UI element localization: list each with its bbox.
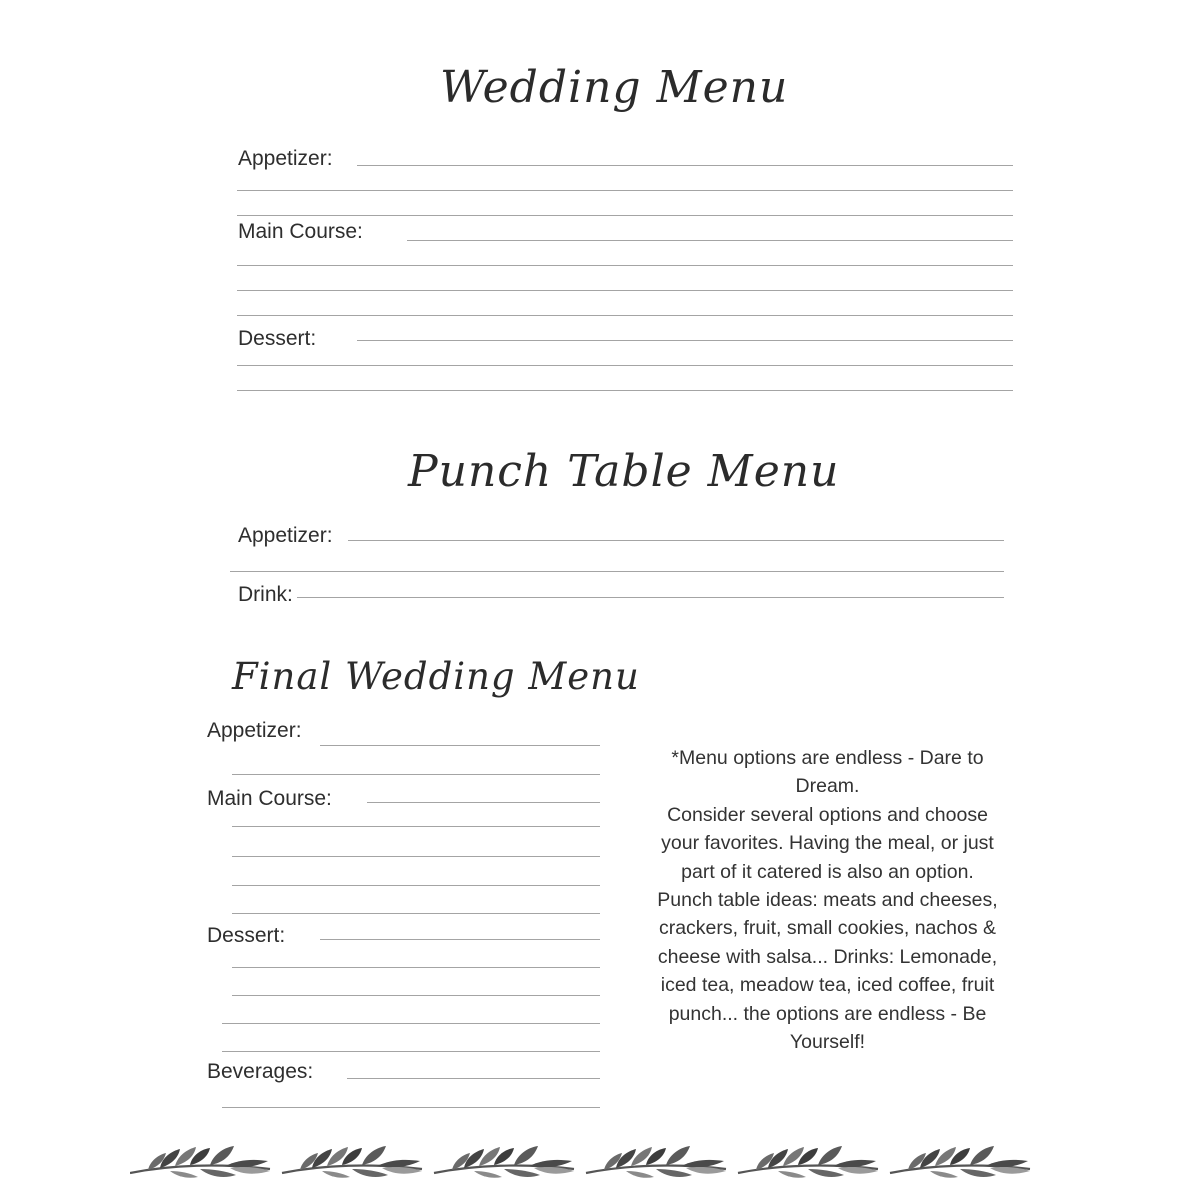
leaf-sprig-icon — [586, 1146, 726, 1178]
wedding-appetizer-line[interactable] — [237, 190, 1013, 191]
wedding-main-course-line[interactable] — [237, 290, 1013, 291]
wedding-main-course-label: Main Course: — [238, 220, 363, 243]
wedding-main-course-line[interactable] — [237, 265, 1013, 266]
leaf-sprig-icon — [434, 1146, 574, 1178]
leaf-border — [130, 1135, 1040, 1190]
punch-drink-label: Drink: — [238, 583, 293, 606]
wedding-main-course-line[interactable] — [407, 240, 1013, 241]
final-dessert-line[interactable] — [222, 1023, 600, 1024]
wedding-appetizer-line[interactable] — [237, 215, 1013, 216]
punch-appetizer-line[interactable] — [230, 571, 1004, 572]
wedding-appetizer-line[interactable] — [357, 165, 1013, 166]
final-beverages-line[interactable] — [222, 1107, 600, 1108]
wedding-main-course-line[interactable] — [237, 315, 1013, 316]
final-main-course-line[interactable] — [232, 885, 600, 886]
leaf-sprig-icon — [282, 1146, 422, 1178]
note-line-dare: *Menu options are endless - Dare to Dream. — [671, 747, 984, 798]
final-appetizer-line[interactable] — [320, 745, 600, 746]
wedding-menu-title: Wedding Menu — [440, 62, 789, 113]
final-main-course-line[interactable] — [232, 826, 600, 827]
final-dessert-label: Dessert: — [207, 924, 286, 947]
menu-tips-note — [655, 744, 1000, 1056]
final-appetizer-line[interactable] — [232, 774, 600, 775]
leaf-sprig-icon — [130, 1146, 270, 1178]
final-beverages-label: Beverages: — [207, 1060, 314, 1083]
wedding-dessert-line[interactable] — [237, 365, 1013, 366]
wedding-dessert-line[interactable] — [357, 340, 1013, 341]
final-dessert-line[interactable] — [222, 1051, 600, 1052]
wedding-dessert-line[interactable] — [237, 390, 1013, 391]
leaf-sprig-icon — [890, 1146, 1030, 1178]
final-dessert-line[interactable] — [232, 967, 600, 968]
final-main-course-label: Main Course: — [207, 787, 332, 810]
wedding-appetizer-label: Appetizer: — [238, 147, 333, 170]
final-main-course-line[interactable] — [232, 913, 600, 914]
final-appetizer-label: Appetizer: — [207, 719, 302, 742]
punch-appetizer-line[interactable] — [348, 540, 1004, 541]
final-wedding-menu-title: Final Wedding Menu — [232, 655, 640, 698]
wedding-dessert-label: Dessert: — [238, 327, 317, 350]
punch-drink-line[interactable] — [297, 597, 1004, 598]
final-main-course-line[interactable] — [232, 856, 600, 857]
final-dessert-line[interactable] — [232, 995, 600, 996]
note-line-ideas: Consider several options and choose your favorites. Having the meal, or just part of it catered is also an option. Punch table ideas: meats and cheeses, crackers, fruit, small cookies, nachos & cheese with salsa... Drinks: Lemonade, iced tea, meadow tea, iced coffee, fruit punch... the options are endless - Be Yourself! — [657, 803, 998, 1054]
final-beverages-line[interactable] — [347, 1078, 600, 1079]
leaf-sprig-icon — [738, 1146, 878, 1178]
final-main-course-line[interactable] — [367, 802, 600, 803]
punch-appetizer-label: Appetizer: — [238, 524, 333, 547]
punch-table-menu-title: Punch Table Menu — [408, 446, 840, 497]
final-dessert-line[interactable] — [320, 939, 600, 940]
